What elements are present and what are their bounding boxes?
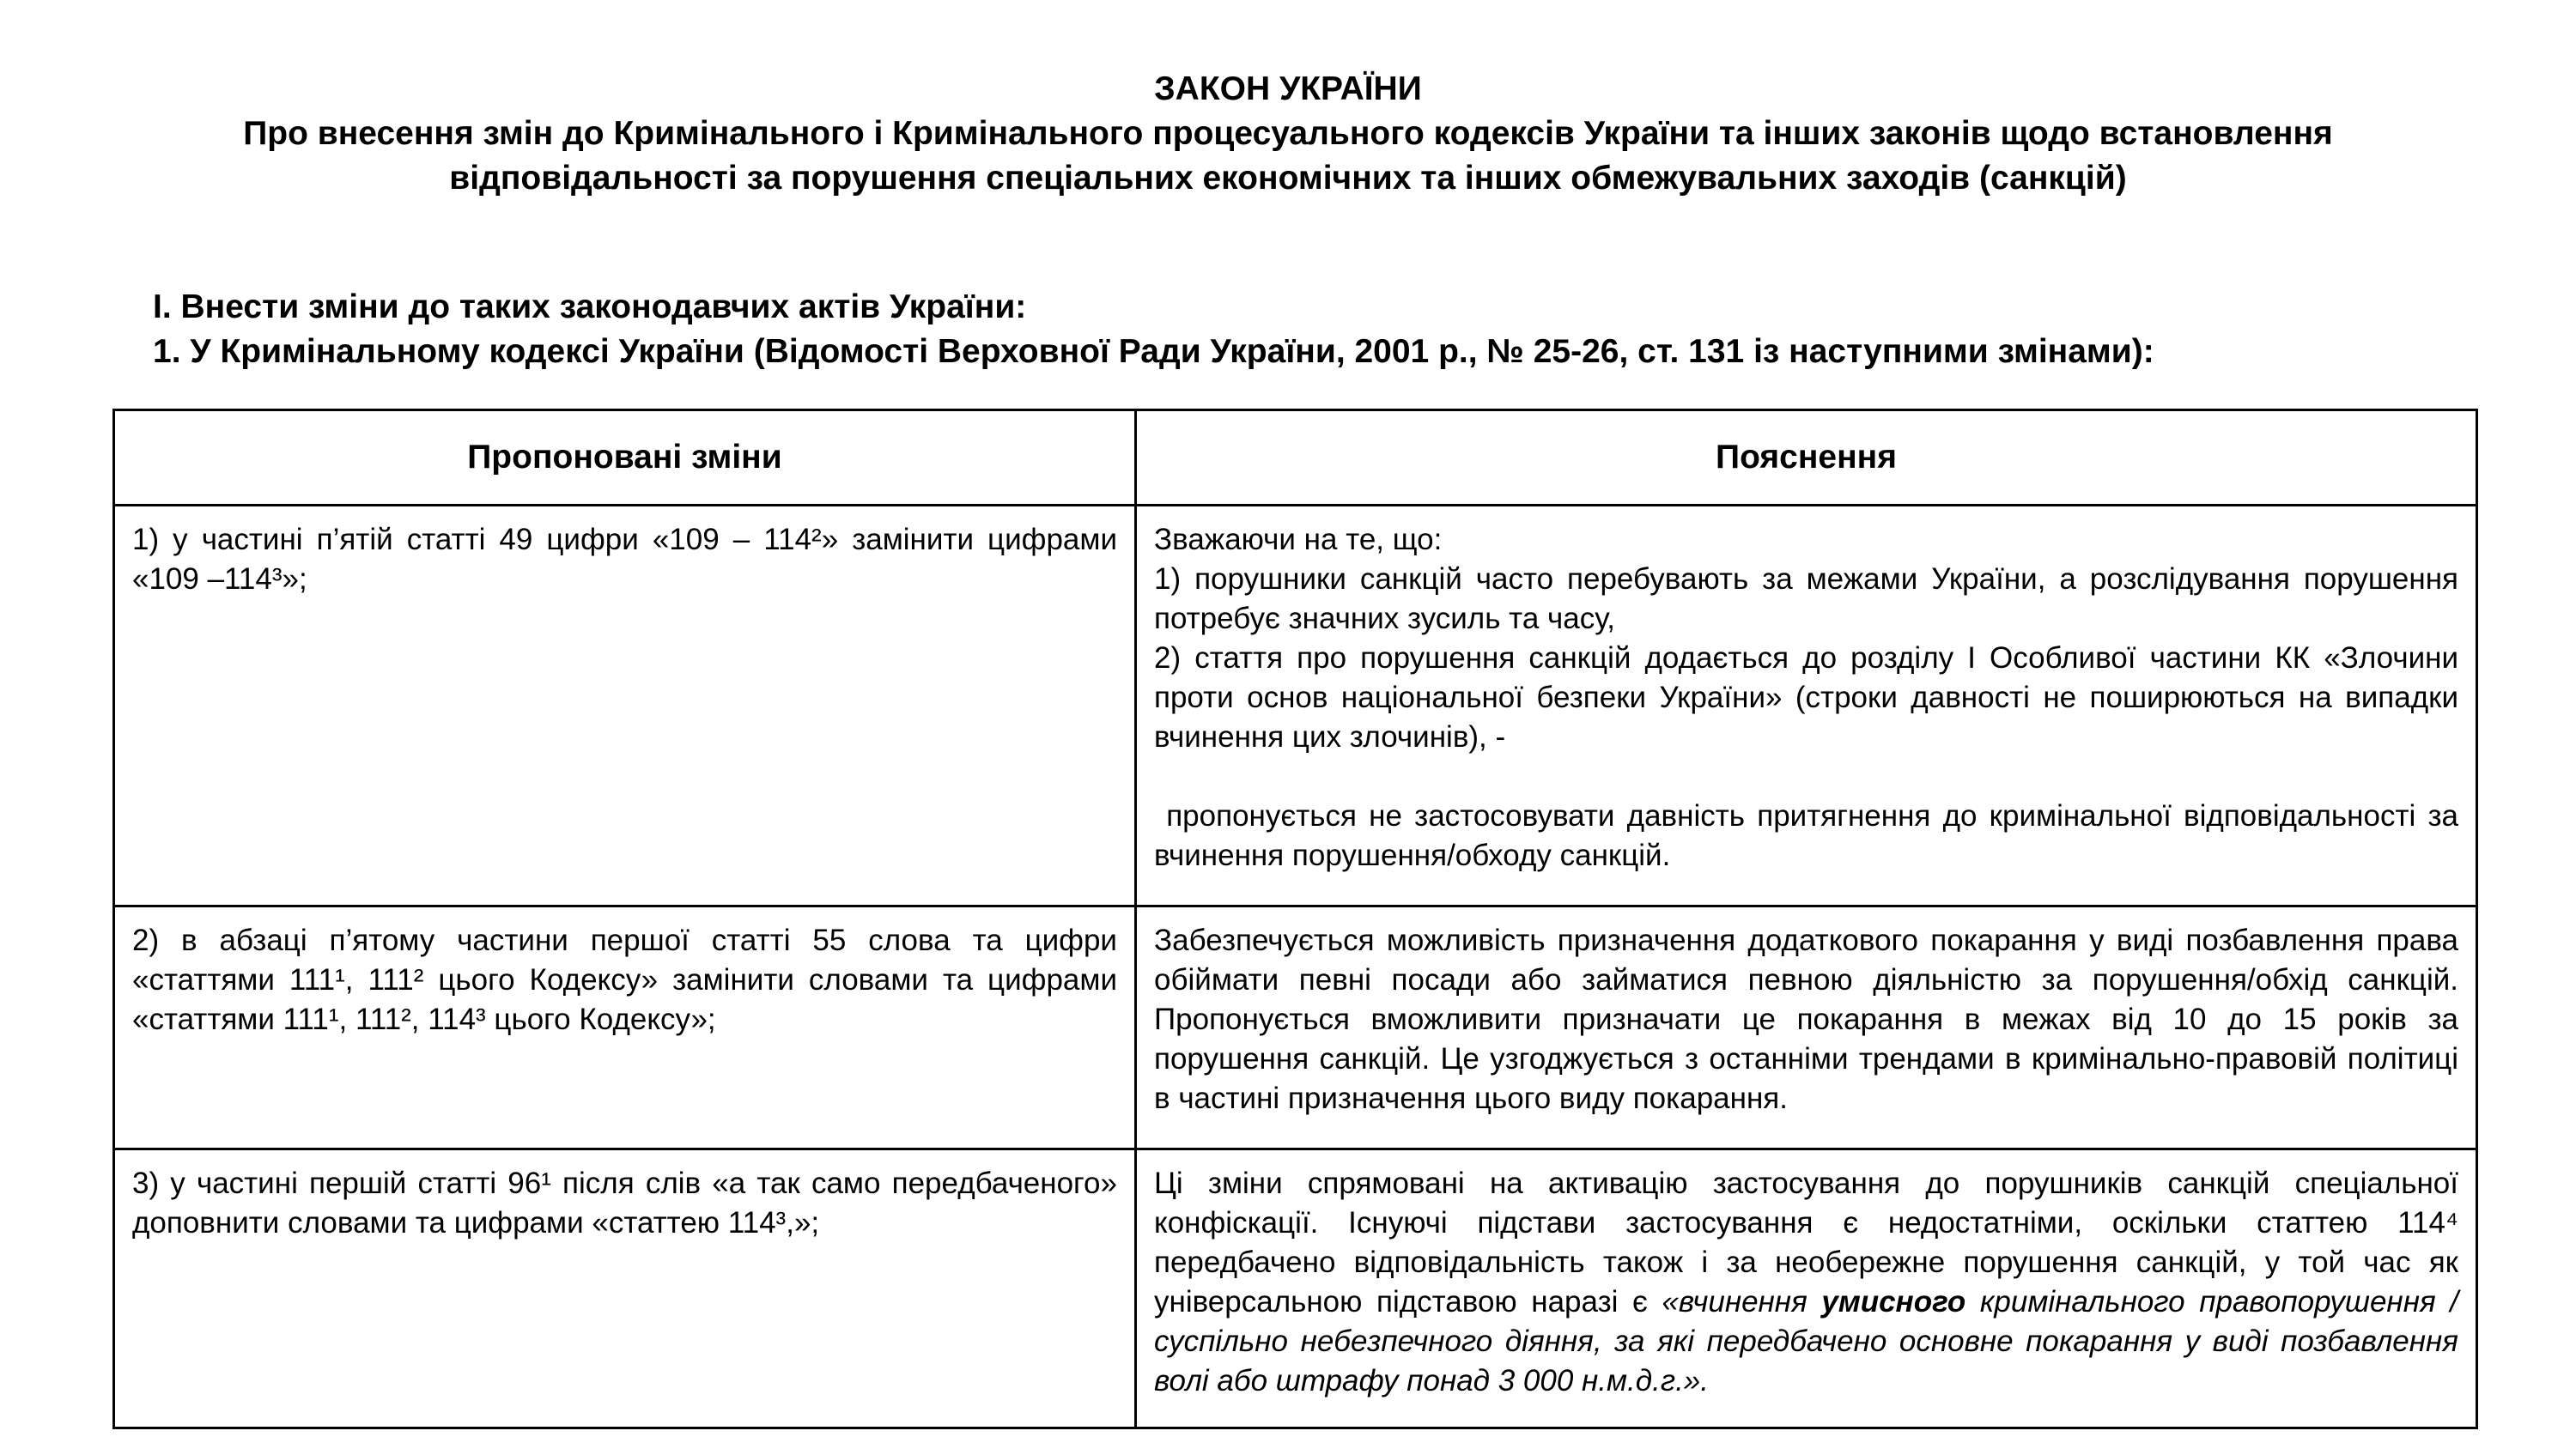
law-subtitle-line-1: Про внесення змін до Кримінального і Кримінального процесуального кодексів України та інших законів щодо встановлення [243,115,2333,152]
table-row [114,1149,2477,1428]
explanation-paragraph: 1) порушники санкцій часто перебувають за межами України, а розслідування порушення потребує значних зусиль та часу, [1154,562,2458,635]
change-cell-2 [114,906,1136,1149]
law-title: ЗАКОН УКРАЇНИ [1154,70,1422,107]
change-text: 1) у частині п’ятій статті 49 цифри «109 – 114²» замінити цифрами «109 –114³»; [132,523,1117,596]
header-proposed-changes: Пропоновані зміни [114,410,1136,506]
explanation-cell-3 [1136,1149,2477,1428]
table-row [114,506,2477,906]
change-text: 3) у частині першій статті 96¹ після слів «а так само передбаченого» доповнити словами та цифрами «статтею 114³,»; [132,1167,1117,1240]
law-subtitle-line-2: відповідальності за порушення спеціальних економічних та інших обмежувальних заходів (санкцій) [449,160,2127,197]
title-block [0,67,2576,201]
intro-line-2: 1. У Кримінальному кодексі України (Відомості Верховної Ради України, 2001 р., № 25-26, ст. 131 із наступними змінами): [153,333,2154,370]
quote-start: «вчинення [1662,1285,1807,1319]
intro-block [153,285,2154,374]
explanation-paragraph: Зважаючи на те, що: [1154,523,1443,556]
quote-emphasis: умисного [1821,1285,1966,1319]
intro-line-1: І. Внести зміни до таких законодавчих актів України: [153,288,1027,325]
paragraph-gap [1154,757,2458,797]
table-header-row [114,410,2477,506]
explanation-paragraph [1154,1164,2458,1401]
explanation-paragraph: 2) стаття про порушення санкцій додається до розділу І Особливої частини КК «Злочини проти основ національної безпеки України» (строки давності не поширюються на випадки вчинення цих злочинів), - [1154,641,2458,754]
change-cell-3 [114,1149,1136,1428]
quote-end: кримінального правопорушення / суспільно небезпечного діяння, за які передбачено основне покарання у виді позбавлення волі або штрафу понад 3 000 н.м.д.г.». [1154,1285,2458,1397]
header-explanation: Пояснення [1136,410,2477,506]
changes-table [112,409,2478,1429]
explanation-cell-1 [1136,506,2477,906]
explanation-paragraph: Забезпечується можливість призначення додаткового покарання у виді позбавлення права обіймати певні посади або займатися певною діяльністю за порушення/обхід санкцій. Пропонується вможливити призначати це покарання в межах від 10 до 15 років за порушення санкцій. Це узгоджується з останніми трендами в кримінально-правовій політиці в частині призначення цього виду покарання. [1154,924,2458,1115]
explanation-conclusion: пропонується не застосовувати давність притягнення до кримінальної відповідальності за вчинення порушення/обходу санкцій. [1154,799,2458,872]
change-cell-1 [114,506,1136,906]
explanation-cell-2 [1136,906,2477,1149]
table-row [114,906,2477,1149]
explanation-paragraph [1154,797,2458,876]
change-text: 2) в абзаці п’ятому частини першої статті 55 слова та цифри «статтями 111¹, 111² цього Кодексу» замінити словами та цифрами «статтями 111¹, 111², 114³ цього Кодексу»; [132,924,1117,1036]
explanation-text: Ці зміни спрямовані на активацію застосування до порушників санкцій спеціальної конфіскації. Існуючі підстави застосування є недостатніми, оскільки статтею 114⁴ передбачено відповідальність також і за необережне порушення санкцій, у той час як універсальною підставою наразі є [1154,1167,2458,1319]
